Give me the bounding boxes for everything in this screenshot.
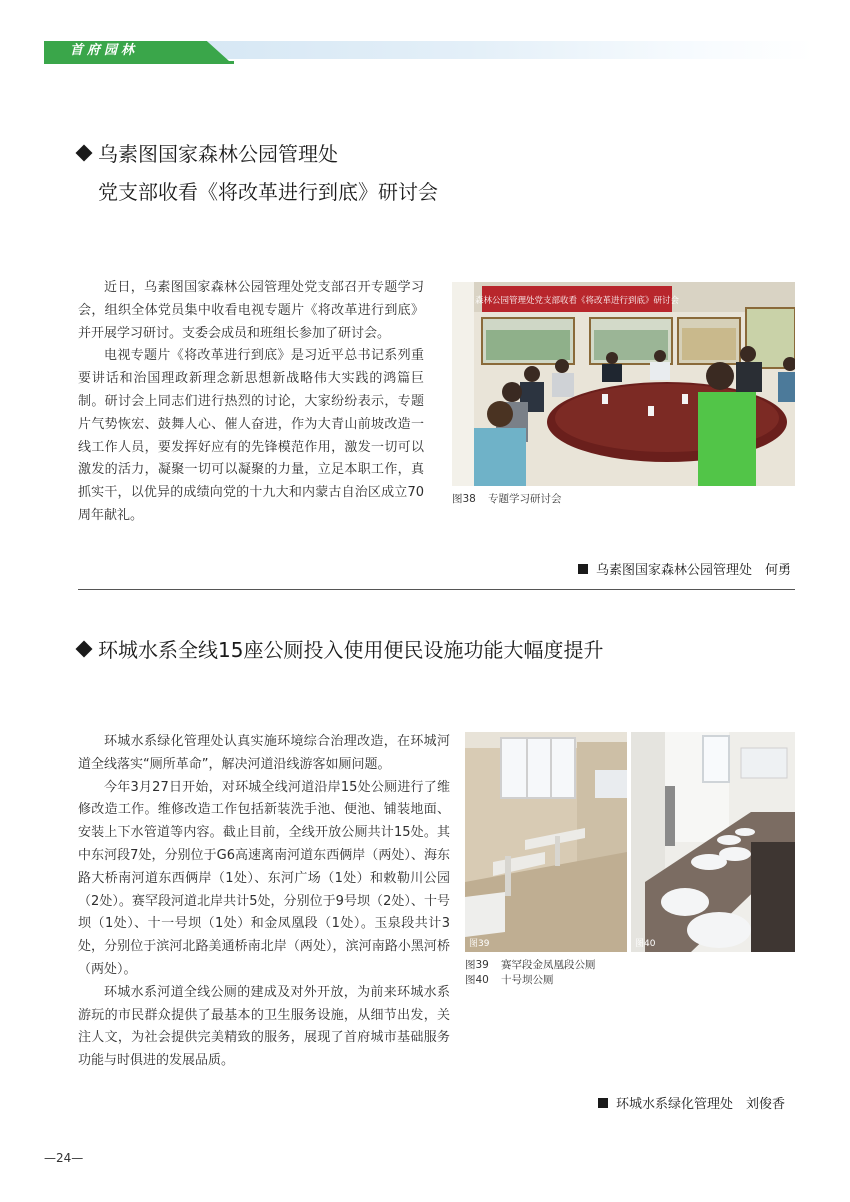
figure40-caption-number: 图40 <box>465 974 489 986</box>
figure40-caption-text: 十号坝公厕 <box>501 974 554 986</box>
article1-body <box>78 277 424 528</box>
figure38-caption-text: 专题学习研讨会 <box>488 493 562 505</box>
diamond-bullet-icon <box>76 641 93 658</box>
photo-40-label: 图40 <box>635 939 656 949</box>
article2-title <box>78 635 603 665</box>
article1-paragraph-2: 电视专题片《将改革进行到底》是习近平总书记系列重要讲话和治国理政新理念新思想新战略伟大实践的鸿篇巨制。研讨会上同志们进行热烈的讨论，大家纷纷表示，专题片气势恢宏、鼓舞人心、催人奋进，作为大青山前坡改造一线工作人员，要发挥好应有的先锋模范作用，激发一切可以激发的活力，凝聚一切可以凝聚的力量，立足本职工作，真抓实干，以优异的成绩向党的十九大和内蒙古自治区成立70周年献礼。 <box>78 348 424 523</box>
restroom-photo-39 <box>465 732 627 952</box>
article1-title-text-1: 乌素图国家森林公园管理处 <box>98 142 338 166</box>
article1-title-line2: 党支部收看《将改革进行到底》研讨会 <box>98 180 438 204</box>
article2-paragraph-3: 环城水系河道全线公厕的建成及对外开放，为前来环城水系游玩的市民群众提供了最基本的卫生服务设施，从细节出发，关注人文，为社会提供完美精致的服务，展现了首府城市基础服务功能与时俱进的发展品质。 <box>78 984 450 1069</box>
restroom-photo-39-illustration <box>465 732 627 952</box>
figure40-caption <box>465 973 554 987</box>
square-bullet-icon <box>598 1098 608 1108</box>
article2-paragraph-2: 今年3月27日开始，对环城全线河道沿岸15处公厕进行了维修改造工作。维修改造工作包括新装洗手池、便池、铺装地面、安装上下水管道等内容。截止目前，全线开放公厕共计15处。其中东河段7处，分别位于G6高速离南河道东西俩岸（两处）、海东路大桥南河道东西俩岸（1处）、东河广场（1处）和敕勒川公园（2处）。赛罕段河道北岸共计5处，分别位于9号坝（2处）、十号坝（1处）、十一号坝（1处）和金凤凰段（1处）。玉泉段共计3处，分别位于滨河北路美通桥南北岸（两处），滨河南路小黑河桥（两处）。 <box>78 779 450 977</box>
photo-39-label: 图39 <box>469 939 490 949</box>
article1-title-line1 <box>78 139 338 169</box>
restroom-photo-40-illustration <box>631 732 795 952</box>
section-divider <box>78 589 795 590</box>
article2-signature <box>598 1093 785 1112</box>
article2-title-text: 环城水系全线15座公厕投入使用便民设施功能大幅度提升 <box>98 638 604 662</box>
article2-paragraph-1: 环城水系绿化管理处认真实施环境综合治理改造，在环城河道全线落实“厕所革命”，解决河道沿线游客如厕问题。 <box>78 734 450 772</box>
section-title: 首府园林 <box>70 43 139 58</box>
article1-paragraph-1: 近日，乌素图国家森林公园管理处党支部召开专题学习会，组织全体党员集中收看电视专题片《将改革进行到底》并开展学习研讨。支委会成员和班组长参加了研讨会。 <box>78 280 424 341</box>
meeting-photo <box>452 282 795 486</box>
article2-body <box>78 731 450 1073</box>
figure39-caption-number: 图39 <box>465 959 489 971</box>
meeting-photo-illustration <box>452 282 795 486</box>
page-number: —24— <box>44 1151 84 1165</box>
figure38-caption-number: 图38 <box>452 493 476 505</box>
figure38-caption <box>452 492 562 506</box>
figure39-caption-text: 赛罕段金凤凰段公厕 <box>501 959 596 971</box>
diamond-bullet-icon <box>76 145 93 162</box>
figure39-caption <box>465 958 596 972</box>
header-banner-underline <box>44 61 234 64</box>
article2-signature-text: 环城水系绿化管理处 刘俊香 <box>616 1097 786 1112</box>
meeting-banner-text: 森林公园管理处党支部收看《将改革进行到底》研讨会 <box>474 296 680 306</box>
article1-signature-text: 乌素图国家森林公园管理处 何勇 <box>596 563 792 578</box>
restroom-photo-40 <box>631 732 795 952</box>
square-bullet-icon <box>578 564 588 574</box>
article1-signature <box>578 559 791 578</box>
